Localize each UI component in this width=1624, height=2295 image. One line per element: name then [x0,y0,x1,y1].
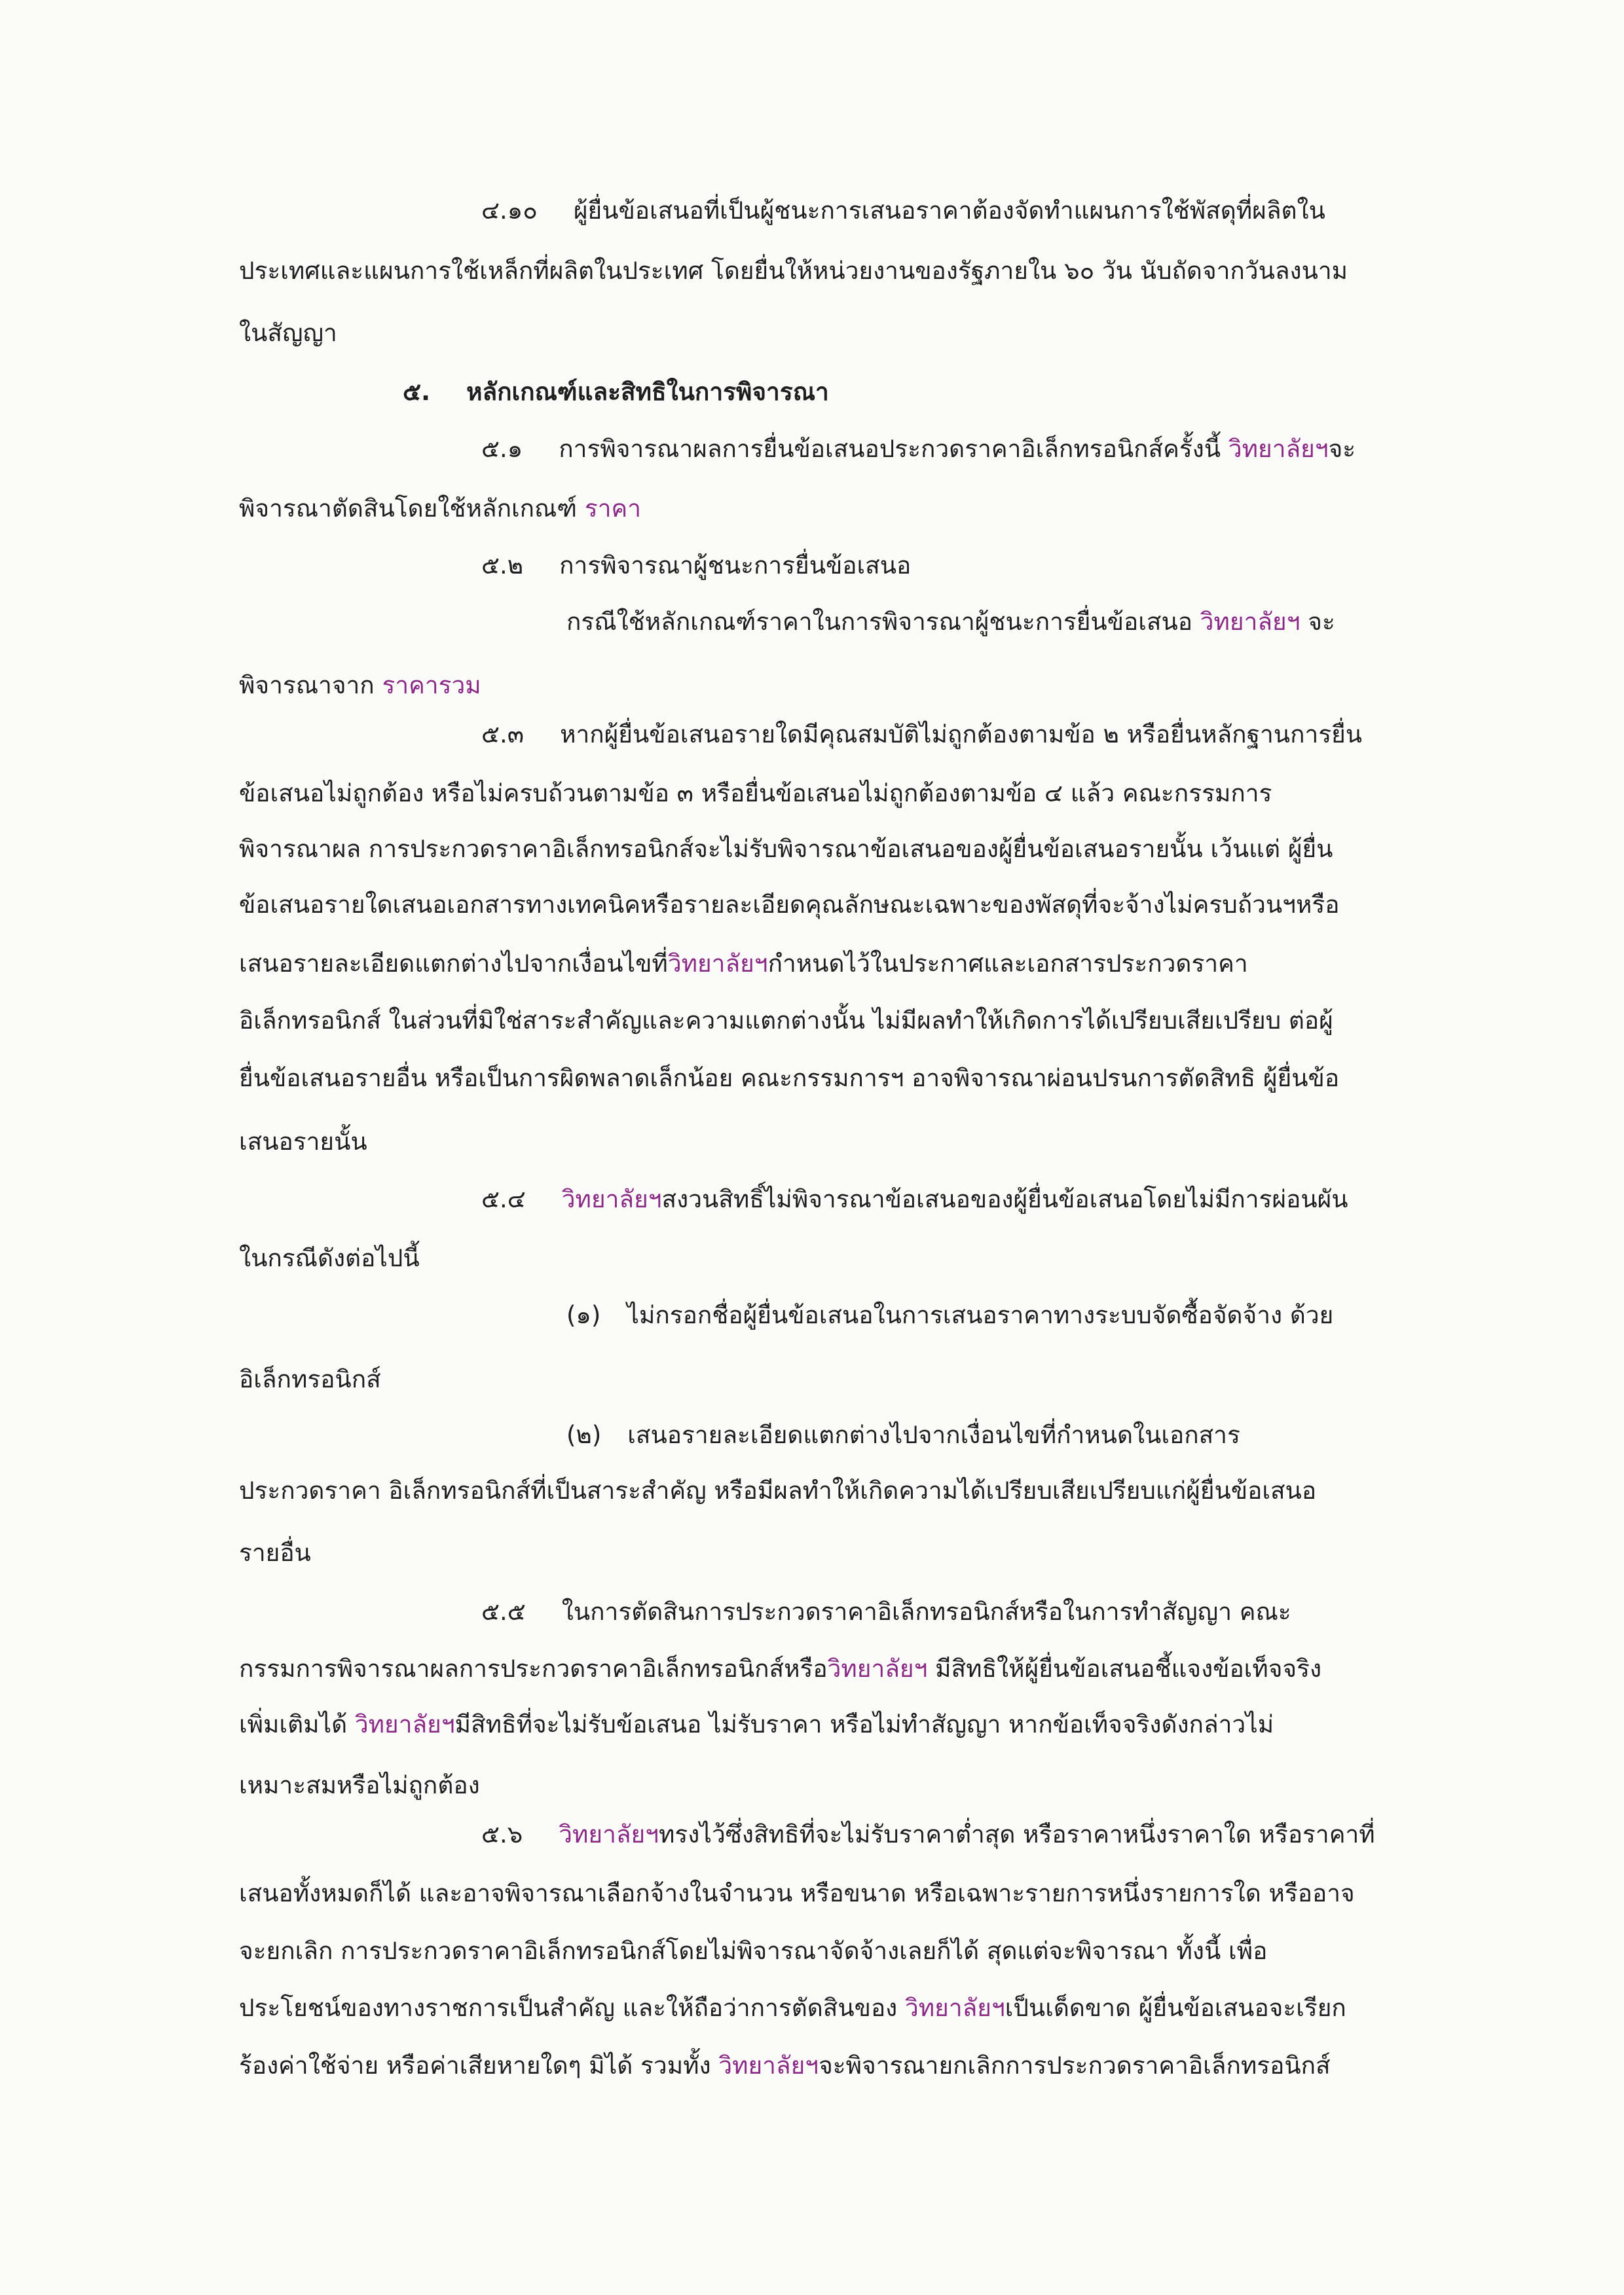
text: ร้องค่าใช้จ่าย หรือค่าเสียหายใดๆ มิได้ รวมทั้ง [239,2051,719,2080]
paragraph-5-6-line-5 [239,2051,1331,2080]
clause-number: ๕.๓ [481,720,525,748]
text: พิจารณาจาก [239,671,382,699]
text: เสนอรายละเอียดแตกต่างไปจากเงื่อนไขที่ [239,949,668,978]
text: เสนอรายละเอียดแตกต่างไปจากเงื่อนไขที่กำหนดในเอกสาร [627,1421,1240,1449]
text: ในการตัดสินการประกวดราคาอิเล็กทรอนิกส์หรือในการทำสัญญา คณะ [561,1598,1291,1626]
criteria-value: ราคา [584,494,642,523]
text: เพิ่มเติมได้ [239,1710,355,1738]
paragraph-4-10-line-2: ประเทศและแผนการใช้เหล็กที่ผลิตในประเทศ โดยยื่นให้หน่วยงานของรัฐภายใน ๖๐ วัน นับถัดจากวันลงนาม [239,257,1348,285]
clause-number: ๕.๒ [481,551,524,579]
criteria-value: ราคารวม [382,671,481,699]
paragraph-5-3-line-2: ข้อเสนอไม่ถูกต้อง หรือไม่ครบถ้วนตามข้อ ๓ หรือยื่นข้อเสนอไม่ถูกต้องตามข้อ ๔ แล้ว คณะกรรมการ [239,779,1272,807]
text: ผู้ยื่นข้อเสนอที่เป็นผู้ชนะการเสนอราคาต้องจัดทำแผนการใช้พัสดุที่ผลิตใน [573,196,1325,225]
paragraph-5-5-line-3 [239,1710,1274,1739]
paragraph-5-3-line-6: อิเล็กทรอนิกส์ ในส่วนที่มิใช่สาระสำคัญและความแตกต่างนั้น ไม่มีผลทำให้เกิดการได้เปรียบเสียเปรียบ ต่อผู้ [239,1006,1333,1035]
paragraph-5-6-line-4 [239,1994,1346,2023]
text: พิจารณาตัดสินโดยใช้หลักเกณฑ์ [239,494,585,523]
item-2-line-1 [566,1421,1240,1450]
paragraph-5-3-line-7: ยื่นข้อเสนอรายอื่น หรือเป็นการผิดพลาดเล็กน้อย คณะกรรมการฯ อาจพิจารณาผ่อนปรนการตัดสิทธิ ผู้ยื่นข้อ [239,1064,1340,1092]
text: จะ [1300,608,1335,636]
section-5-heading [403,378,829,407]
clause-number: ๕.๔ [481,1185,526,1213]
paragraph-5-3-line-3: พิจารณาผล การประกวดราคาอิเล็กทรอนิกส์จะไม่รับพิจารณาข้อเสนอของผู้ยื่นข้อเสนอรายนั้น เว้นแต่ ผู้ยื่น [239,835,1333,863]
item-number: (๑) [566,1301,601,1329]
paragraph-5-1-line-2 [239,494,641,523]
paragraph-4-10-line-3: ในสัญญา [239,319,337,347]
paragraph-4-10-line-1 [481,196,1325,225]
college-name: วิทยาลัยฯ [1200,608,1301,636]
paragraph-5-5-line-4: เหมาะสมหรือไม่ถูกต้อง [239,1771,480,1799]
college-name: วิทยาลัยฯ [667,949,768,978]
paragraph-5-2-line-1 [481,551,911,580]
college-name: วิทยาลัยฯ [561,1185,662,1213]
section-title: หลักเกณฑ์และสิทธิในการพิจารณา [466,378,829,406]
paragraph-5-5-line-2 [239,1655,1321,1683]
text: มีสิทธิให้ผู้ยื่นข้อเสนอชี้แจงข้อเท็จจริง [927,1655,1322,1683]
college-name: วิทยาลัยฯ [827,1655,928,1683]
paragraph-5-3-line-8: เสนอรายนั้น [239,1128,367,1156]
text: จะพิจารณายกเลิกการประกวดราคาอิเล็กทรอนิกส์ [819,2051,1331,2080]
item-2-line-3: รายอื่น [239,1539,311,1567]
item-2-line-2: ประกวดราคา อิเล็กทรอนิกส์ที่เป็นสาระสำคัญ หรือมีผลทำให้เกิดความได้เปรียบเสียเปรียบแก่ผู้ยื่นข้อเสนอ [239,1477,1317,1505]
text: กำหนดไว้ในประกาศและเอกสารประกวดราคา [767,949,1248,978]
paragraph-5-6-line-3: จะยกเลิก การประกวดราคาอิเล็กทรอนิกส์โดยไม่พิจารณาจัดจ้างเลยก็ได้ สุดแต่จะพิจารณา ทั้งนี้ เพื่อ [239,1937,1268,1965]
text: ประโยชน์ของทางราชการเป็นสำคัญ และให้ถือว่าการตัดสินของ [239,1994,905,2022]
college-name: วิทยาลัยฯ [354,1710,455,1738]
text: ทรงไว้ซึ่งสิทธิที่จะไม่รับราคาต่ำสุด หรือราคาหนึ่งราคาใด หรือราคาที่ [659,1820,1375,1848]
text: ไม่กรอกชื่อผู้ยื่นข้อเสนอในการเสนอราคาทางระบบจัดซื้อจัดจ้าง ด้วย [627,1301,1334,1329]
text: กรรมการพิจารณาผลการประกวดราคาอิเล็กทรอนิกส์หรือ [239,1655,828,1683]
text: กรณีใช้หลักเกณฑ์ราคาในการพิจารณาผู้ชนะการยื่นข้อเสนอ [566,608,1200,636]
clause-number: ๕.๕ [481,1598,526,1626]
paragraph-5-4-line-2: ในกรณีดังต่อไปนี้ [239,1244,420,1272]
college-name: วิทยาลัยฯ [1228,435,1329,463]
text: การพิจารณาผู้ชนะการยื่นข้อเสนอ [559,551,912,579]
text: หากผู้ยื่นข้อเสนอรายใดมีคุณสมบัติไม่ถูกต้องตามข้อ ๒ หรือยื่นหลักฐานการยื่น [560,720,1363,748]
college-name: วิทยาลัยฯ [559,1820,659,1848]
text: จะ [1328,435,1356,463]
college-name: วิทยาลัยฯ [718,2051,819,2080]
text: การพิจารณาผลการยื่นข้อเสนอประกวดราคาอิเล็กทรอนิกส์ครั้งนี้ [559,435,1228,463]
paragraph-5-5-line-1 [481,1598,1291,1626]
item-1-line-2: อิเล็กทรอนิกส์ [239,1365,381,1393]
paragraph-5-6-line-2: เสนอทั้งหมดก็ได้ และอาจพิจารณาเลือกจ้างในจำนวน หรือขนาด หรือเฉพาะรายการหนึ่งรายการใด หรืออาจ [239,1879,1355,1907]
clause-number: ๕.๑ [481,435,523,463]
item-1-line-1 [566,1301,1333,1330]
paragraph-5-3-line-4: ข้อเสนอรายใดเสนอเอกสารทางเทคนิคหรือรายละเอียดคุณลักษณะเฉพาะของพัสดุที่จะจ้างไม่ครบถ้วนฯหรือ [239,890,1340,919]
item-number: (๒) [566,1421,602,1449]
college-name: วิทยาลัยฯ [905,1994,1005,2022]
clause-number: ๔.๑๐ [481,196,538,225]
paragraph-5-3-line-5 [239,949,1248,978]
paragraph-5-6-line-1 [481,1820,1375,1849]
paragraph-5-1-line-1 [481,435,1356,464]
section-number: ๕. [403,378,431,406]
text: สงวนสิทธิ์ไม่พิจารณาข้อเสนอของผู้ยื่นข้อเสนอโดยไม่มีการผ่อนผัน [661,1185,1348,1213]
paragraph-5-4-line-1 [481,1185,1348,1214]
text: เป็นเด็ดขาด ผู้ยื่นข้อเสนอจะเรียก [1005,1994,1346,2022]
paragraph-5-2-line-3 [239,671,481,700]
paragraph-5-2-line-2 [566,608,1335,636]
clause-number: ๕.๖ [481,1820,523,1848]
text: มีสิทธิที่จะไม่รับข้อเสนอ ไม่รับราคา หรือไม่ทำสัญญา หากข้อเท็จจริงดังกล่าวไม่ [454,1710,1274,1738]
paragraph-5-3-line-1 [481,720,1362,749]
